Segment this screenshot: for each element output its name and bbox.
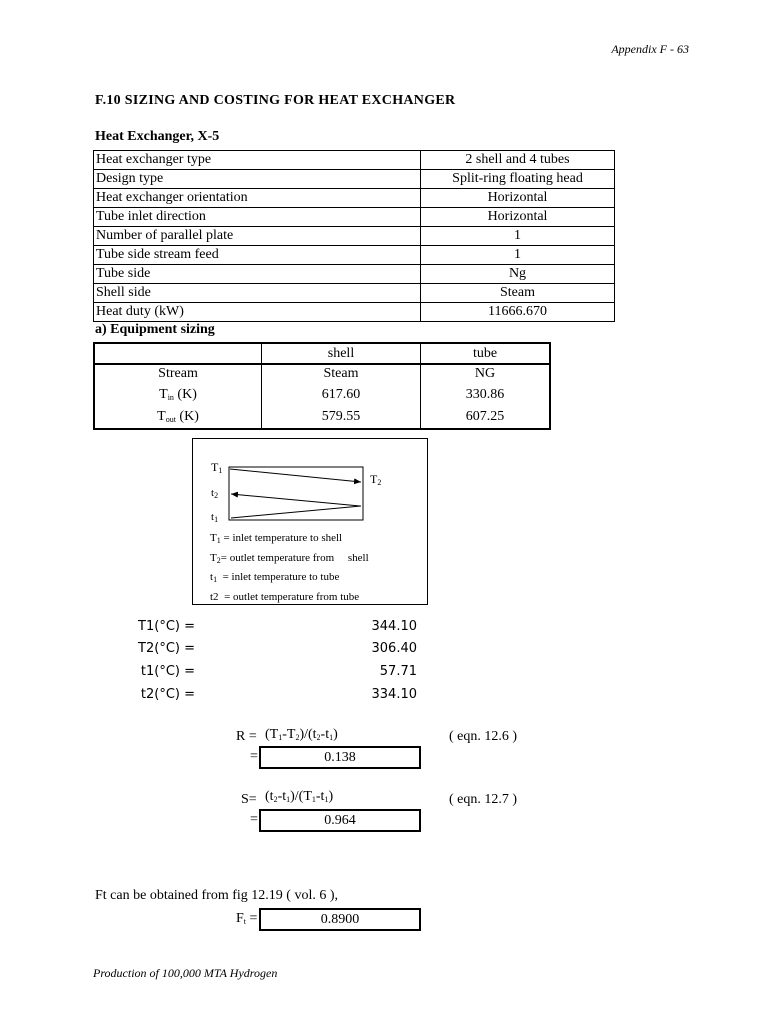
label-T2-sub: 2 [377,478,382,487]
temp-label: t1(°C) = [140,664,195,679]
shell-cell: 617.60 [262,383,421,406]
S-value-box: 0.964 [259,809,421,832]
legend-sub: 1 [216,536,221,545]
table-row [94,227,615,246]
header-cell: tube [421,343,551,364]
legend-sym: T [210,532,217,544]
legend-item [210,530,425,550]
temperature-diagram [192,438,428,605]
row-label [94,364,262,383]
section-title: F.10 SIZING AND COSTING FOR HEAT EXCHANGER [95,93,456,108]
legend-sub: 2 [216,555,221,565]
R-label: R = [236,729,257,744]
label-t1-sym: t [211,511,215,523]
label-t1-sub: 1 [214,515,219,524]
temp-label: T2(°C) = [138,641,195,656]
table-row [94,284,615,303]
S-formula: $(t_2-t_1)/(T_1-t_1)$ [265,789,334,804]
tube-flow-arrow-return [231,494,360,506]
temp-value: 334.10 [371,687,417,702]
ft-label-sym: F [236,911,244,926]
legend-text: = outlet temperature from tube [218,590,360,603]
spec-value: Horizontal [421,189,615,208]
sizing-heading: a) Equipment sizing [95,322,215,337]
legend-item [210,589,425,609]
row-label [94,383,262,406]
ft-equals: = [249,911,258,926]
table-row [94,364,550,383]
row-label-unit: (K) [173,386,197,402]
legend-item [210,550,425,570]
shell-cell: Steam [262,364,421,383]
label-T2 [370,472,381,487]
label-T1-sub: 1 [218,466,223,475]
table-header-row [94,343,550,364]
spec-label: Heat duty (kW) [94,303,421,322]
label-T1 [211,460,222,475]
S-label: S= [241,792,257,807]
tube-cell: 607.25 [421,406,551,429]
label-t1 [211,511,218,524]
row-label-text: T [157,409,166,424]
spec-label: Tube inlet direction [94,208,421,227]
page-header: Appendix F - 63 [611,42,689,56]
ft-label-sub: t [243,917,247,926]
ft-text: Ft can be obtained from fig 12.19 ( vol. 6 ), [95,888,339,903]
spec-label: Heat exchanger orientation [94,189,421,208]
spec-label: Shell side [94,284,421,303]
spec-value: 1 [421,246,615,265]
R-formula: $(T_1-T_2)/(t_2-t_1)$ [265,727,338,742]
label-T1-sym: T [211,460,219,474]
ft-label [236,911,257,927]
R-reference: ( eqn. 12.6 ) [449,729,518,744]
label-t2 [211,487,218,500]
legend-sym: T [210,551,217,564]
spec-label: Design type [94,170,421,189]
legend-sym: t [210,571,214,583]
spec-value: 2 shell and 4 tubes [421,151,615,170]
diagram-legend [210,530,425,608]
header-cell [94,343,262,364]
temp-label: t2(°C) = [140,687,195,702]
spec-value: Steam [421,284,615,303]
R-value-box: 0.138 [259,746,421,769]
table-row [94,208,615,227]
spec-label: Heat exchanger type [94,151,421,170]
spec-label: Tube side [94,265,421,284]
spec-label: Tube side stream feed [94,246,421,265]
legend-text: = inlet temperature to shell [220,532,343,544]
legend-item [210,569,425,589]
spec-table [93,150,615,322]
label-t2-sub: 2 [214,491,219,500]
tube-cell: NG [421,364,551,383]
spec-value: 1 [421,227,615,246]
shell-cell: 579.55 [262,406,421,429]
row-label-sub: in [167,392,174,402]
temp-value: 57.71 [379,664,417,679]
row-label-unit: (K) [175,409,199,424]
R-equals: = [250,749,258,764]
legend-sym: t2 [210,590,219,603]
table-row [94,383,550,406]
row-label [94,406,262,429]
spec-value: Split-ring floating head [421,170,615,189]
temp-value: 306.40 [371,641,417,656]
S-reference: ( eqn. 12.7 ) [449,792,518,807]
table-row [94,406,550,429]
stream-table [93,342,551,430]
row-label-sub: out [165,415,176,424]
tube-cell: 330.86 [421,383,551,406]
spec-label: Number of parallel plate [94,227,421,246]
temp-label: T1(°C) = [138,619,195,634]
legend-text: = inlet temperature to tube [217,571,340,583]
table-row [94,170,615,189]
table-row [94,303,615,322]
spec-value: Horizontal [421,208,615,227]
tube-flow-arrow-in [231,506,361,518]
subtitle: Heat Exchanger, X-5 [95,129,220,144]
row-label-text: Stream [158,366,198,381]
table-row [94,151,615,170]
page-footer: Production of 100,000 MTA Hydrogen [93,966,278,980]
ft-value-box: 0.8900 [259,908,421,931]
label-t2-sym: t [211,487,215,499]
legend-sub: 1 [213,575,218,584]
S-equals: = [250,812,258,827]
legend-text: = outlet temperature from shell [220,551,369,564]
label-T2-sym: T [370,472,378,486]
header-cell: shell [262,343,421,364]
shell-flow-arrow [230,469,361,482]
spec-value: Ng [421,265,615,284]
spec-value: 11666.670 [421,303,615,322]
row-label-text: T [159,386,168,402]
table-row [94,265,615,284]
table-row [94,189,615,208]
temp-value: 344.10 [371,619,417,634]
table-row [94,246,615,265]
